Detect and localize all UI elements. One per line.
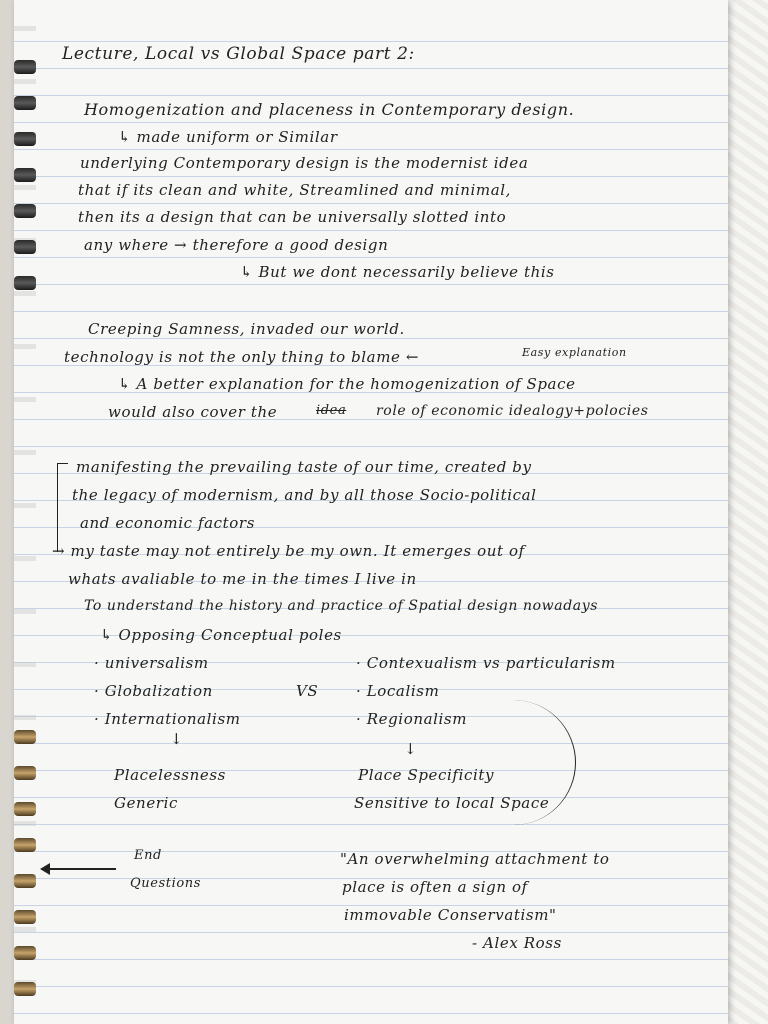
result-label: Place Specificity xyxy=(358,766,495,784)
spiral-ring xyxy=(14,204,36,218)
text-line: whats avaliable to me in the times I live in xyxy=(68,570,417,588)
list-item: · Globalization xyxy=(94,682,213,700)
text-line: → my taste may not entirely be my own. It emerges out of xyxy=(52,542,525,560)
text-line: ↳ But we dont necessarily believe this xyxy=(240,263,555,281)
section-heading: Homogenization and placeness in Contemporary design. xyxy=(84,100,575,119)
quote-line: "An overwhelming attachment to xyxy=(340,850,610,868)
down-arrow: ↓ xyxy=(170,730,184,748)
vs-label: VS xyxy=(296,682,319,700)
quote-line: immovable Conservatism" xyxy=(344,906,557,924)
list-item: · Internationalism xyxy=(94,710,241,728)
spiral-ring xyxy=(14,766,36,780)
spiral-ring xyxy=(14,730,36,744)
text-line: To understand the history and practice of Spatial design nowadays xyxy=(84,598,599,614)
end-label: End xyxy=(134,848,162,863)
spiral-ring xyxy=(14,802,36,816)
definition-note: ↳ made uniform or Similar xyxy=(118,128,338,146)
spiral-ring xyxy=(14,946,36,960)
text-line: ↳ A better explanation for the homogenization of Space xyxy=(118,375,576,393)
text-line: ↳ Opposing Conceptual poles xyxy=(100,626,342,644)
spiral-ring xyxy=(14,276,36,290)
text-line: the legacy of modernism, and by all those Socio-political xyxy=(72,486,537,504)
result-label: Placelessness xyxy=(114,766,226,784)
text-line: any where → therefore a good design xyxy=(84,236,389,254)
margin-note: Easy explanation xyxy=(522,346,627,359)
bracket-mark xyxy=(57,463,68,552)
text-line: Creeping Samness, invaded our world. xyxy=(88,320,405,338)
spiral-ring xyxy=(14,240,36,254)
spiral-ring xyxy=(14,60,36,74)
list-item: · Regionalism xyxy=(356,710,468,728)
spiral-ring xyxy=(14,96,36,110)
spiral-ring xyxy=(14,874,36,888)
spiral-ring xyxy=(14,982,36,996)
text-line: then its a design that can be universally slotted into xyxy=(78,208,507,226)
spiral-ring xyxy=(14,132,36,146)
list-item: · Localism xyxy=(356,682,440,700)
quote-line: place is often a sign of xyxy=(342,878,528,896)
text-line: would also cover the xyxy=(108,403,278,421)
result-label: Sensitive to local Space xyxy=(354,794,550,812)
left-arrow-icon xyxy=(46,868,116,870)
spiral-ring xyxy=(14,910,36,924)
text-line: and economic factors xyxy=(80,514,255,532)
spiral-ring xyxy=(14,168,36,182)
list-item: · universalism xyxy=(94,654,209,672)
spiral-ring xyxy=(14,838,36,852)
questions-label: Questions xyxy=(130,876,202,891)
text-line: that if its clean and white, Streamlined and minimal, xyxy=(78,181,511,199)
text-line: manifesting the prevailing taste of our time, created by xyxy=(76,458,532,476)
page-title: Lecture, Local vs Global Space part 2: xyxy=(62,44,415,64)
list-item: · Contexualism vs particularism xyxy=(356,654,616,672)
text-line: underlying Contemporary design is the modernist idea xyxy=(80,154,529,172)
text-line: role of economic idealogy+polocies xyxy=(376,403,649,419)
crossed-out-word: idea xyxy=(316,403,347,418)
down-arrow: ↓ xyxy=(404,740,418,758)
quote-author: - Alex Ross xyxy=(472,934,562,952)
text-line: technology is not the only thing to blame ← xyxy=(64,348,420,366)
result-label: Generic xyxy=(114,794,178,812)
